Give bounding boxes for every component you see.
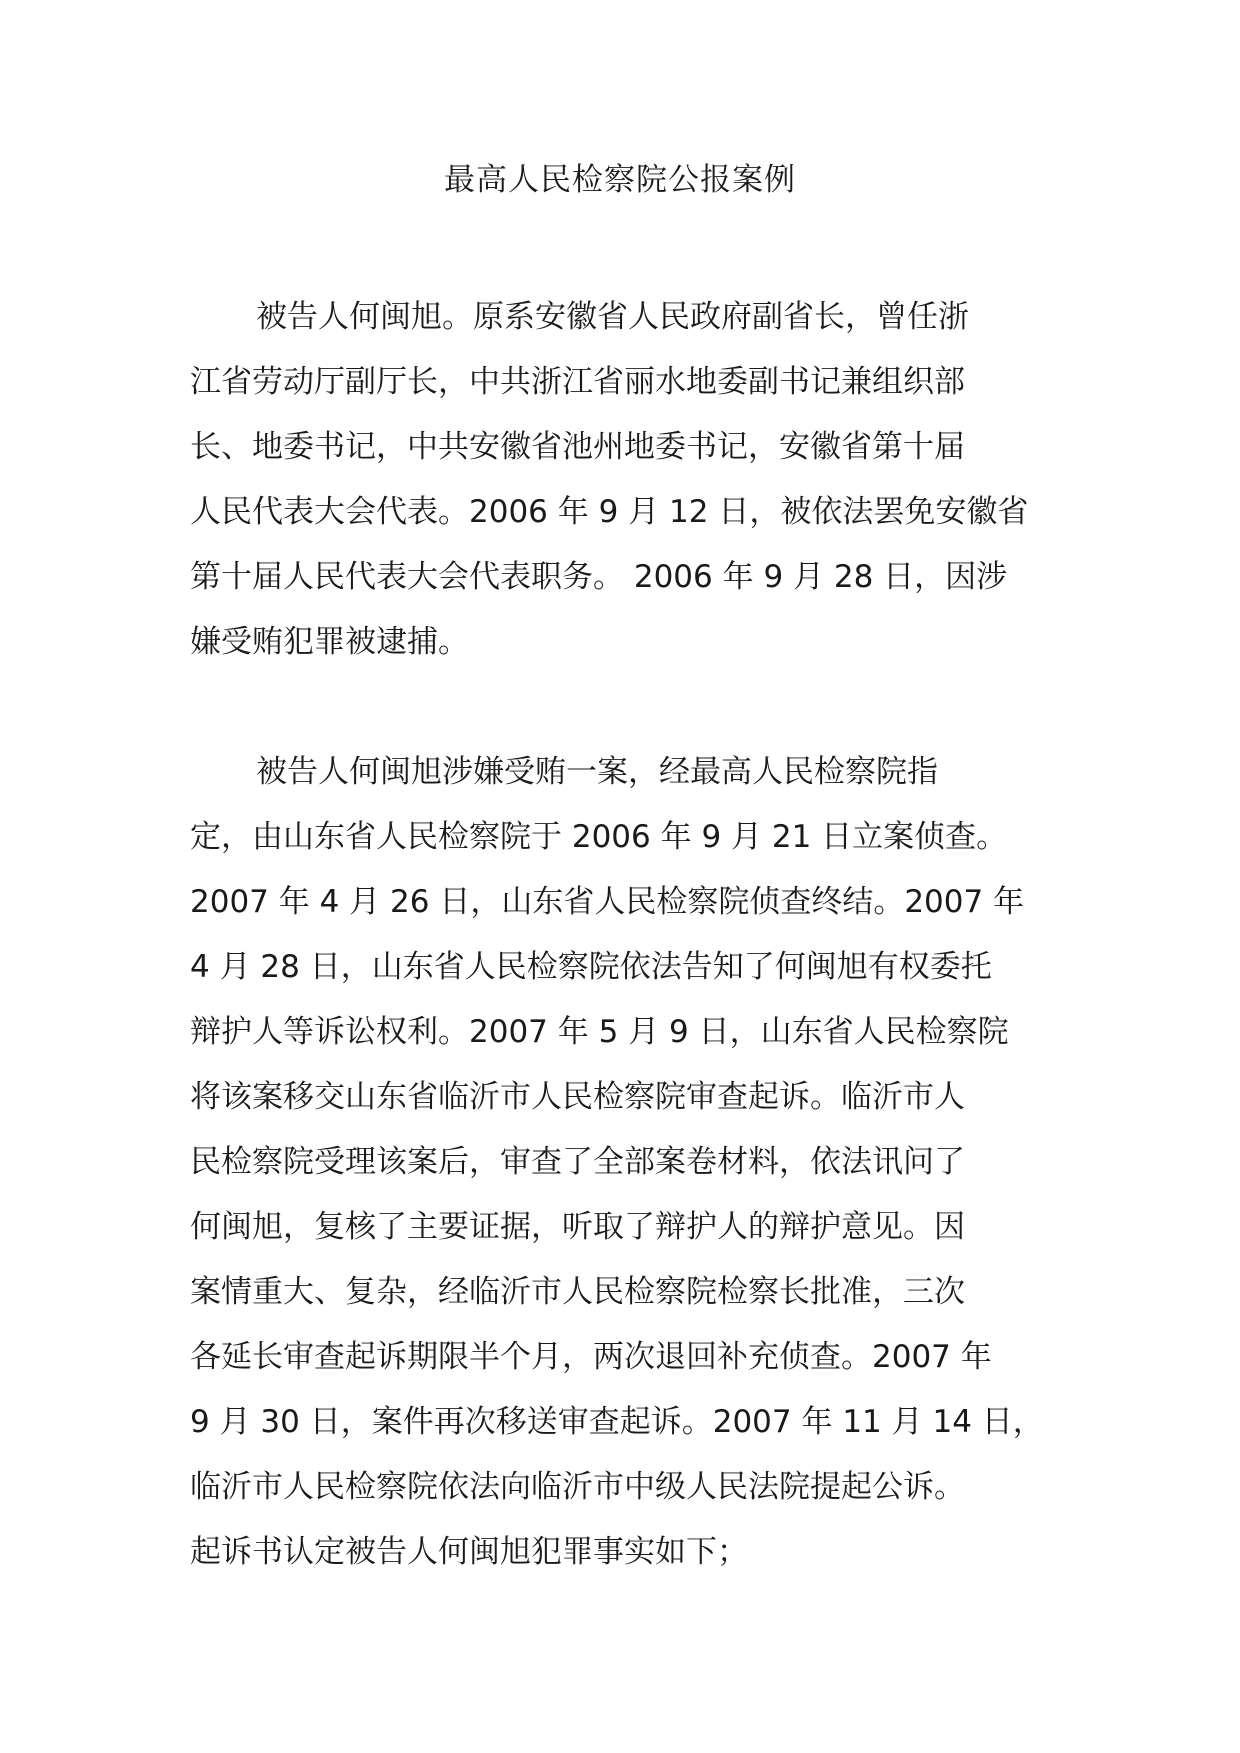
paragraph-line: 案情重大、复杂，经临沂市人民检察院检察长批准，三次 xyxy=(190,1274,965,1310)
paragraph-line: 2007 年 4 月 26 日，山东省人民检察院侦查终结。2007 年 xyxy=(190,884,1025,920)
paragraph-line: 定，由山东省人民检察院于 2006 年 9 月 21 日立案侦查。 xyxy=(190,819,1008,855)
paragraph-line: 各延长审查起诉期限半个月，两次退回补充侦查。2007 年 xyxy=(190,1339,992,1375)
paragraph-line: 民检察院受理该案后，审查了全部案卷材料，依法讯问了 xyxy=(190,1144,965,1180)
paragraph-defendant-background xyxy=(190,285,1070,675)
paragraph-line: 4 月 28 日，山东省人民检察院依法告知了何闽旭有权委托 xyxy=(190,949,992,985)
paragraph-line: 辩护人等诉讼权利。2007 年 5 月 9 日，山东省人民检察院 xyxy=(190,1014,1009,1050)
paragraph-line: 起诉书认定被告人何闽旭犯罪事实如下； xyxy=(190,1534,748,1570)
paragraph-line: 临沂市人民检察院依法向临沂市中级人民法院提起公诉。 xyxy=(190,1469,965,1505)
paragraph-line: 长、地委书记，中共安徽省池州地委书记，安徽省第十届 xyxy=(190,429,965,465)
paragraph-line: 何闽旭，复核了主要证据，听取了辩护人的辩护意见。因 xyxy=(190,1209,965,1245)
paragraph-line: 被告人何闽旭涉嫌受贿一案，经最高人民检察院指 xyxy=(256,754,938,790)
paragraph-line: 9 月 30 日，案件再次移送审查起诉。2007 年 11 月 14 日， xyxy=(190,1404,1044,1440)
paragraph-line: 江省劳动厅副厅长，中共浙江省丽水地委副书记兼组织部 xyxy=(190,364,965,400)
document-title: 最高人民检察院公报案例 xyxy=(444,162,796,198)
paragraph-line: 将该案移交山东省临沂市人民检察院审查起诉。临沂市人 xyxy=(190,1079,965,1115)
paragraph-case-procedure xyxy=(190,740,1070,1585)
paragraph-line: 被告人何闽旭。原系安徽省人民政府副省长，曾任浙 xyxy=(256,299,969,335)
paragraph-line: 人民代表大会代表。2006 年 9 月 12 日，被依法罢免安徽省 xyxy=(190,494,1029,530)
paragraph-line: 嫌受贿犯罪被逮捕。 xyxy=(190,624,469,660)
paragraph-line: 第十届人民代表大会代表职务。 2006 年 9 月 28 日，因涉 xyxy=(190,559,1008,595)
